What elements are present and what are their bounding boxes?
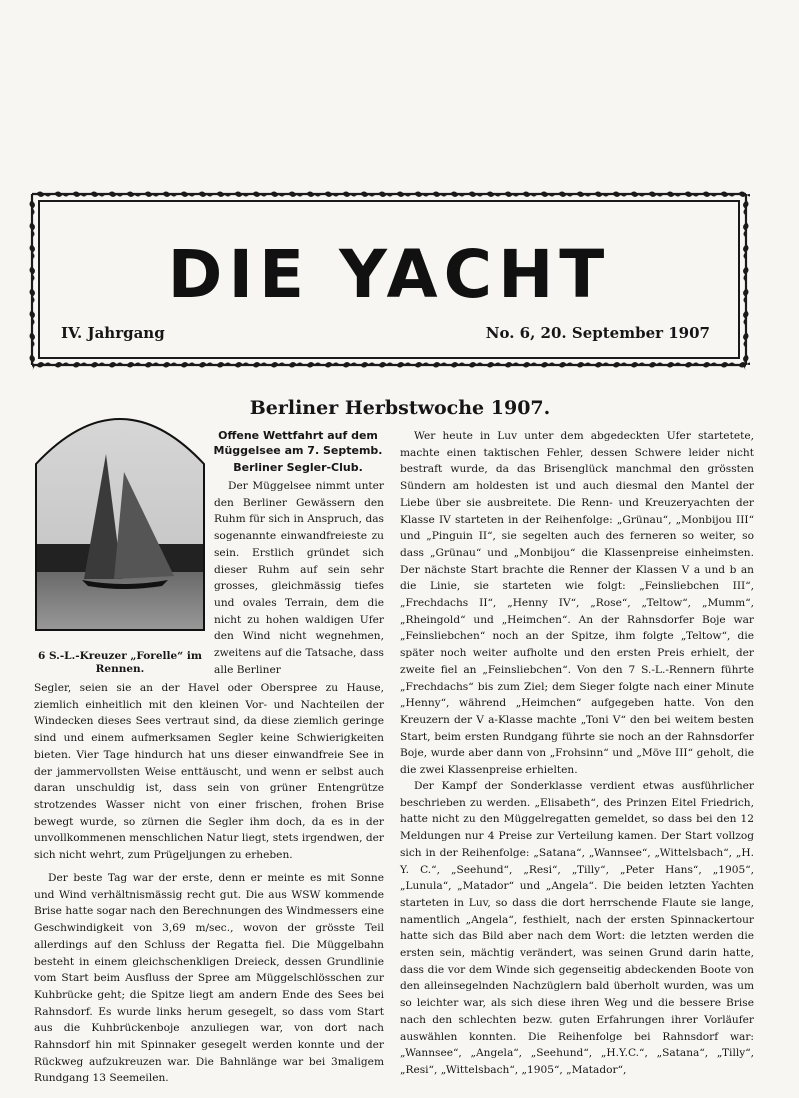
- paragraph-intro: Der Müggelsee nimmt unter den Berliner Gewässern den Ruhm für sich in Anspruch, das sogenannte einwandfreieste zu sein. Erstlich gründet sich dieser Ruhm auf sein sehr grosses, gleichmässig tiefes und ovales Terrain, dem die nicht zu hohen waldigen Ufer den Wind nicht wegnehmen, zweitens auf die Tatsache, dass alle Berliner: [214, 480, 384, 676]
- club-name: Berliner Segler-Club.: [233, 461, 363, 474]
- sailboat-illustration: [34, 394, 206, 632]
- issue-label: No. 6, 20. September 1907: [485, 324, 710, 342]
- ornament-wave: [743, 354, 749, 370]
- volume-label: IV. Jahrgang: [61, 324, 165, 342]
- masthead-title: DIE YACHT: [167, 236, 611, 313]
- paragraph-classes: Wer heute in Luv unter dem abgedeckten Ufer startetete, machte einen taktischen Fehler, dessen Schwere leider nicht bestraft wurde, da das Brisenglück manchmal den grössten Sündern am holdesten ist und auch diesmal den Mantel der Liebe über sie ausbreitete. Die Renn- und Kreuzeryachten der Klasse IV starteten in der Reihenfolge: „Grünau“, „Monbijou III“ und „Pinguin II“, sie segelten auch des ferneren so weiter, so dass „Grünau“ und „Monbijou“ die Klassenpreise einheimsten. Der nächste Start brachte die Renner der Klassen V a und b an die Linie, sie starteten wie folgt: „Feinsliebchen III“, „Frechdachs II“, „Henny IV“, „Rose“, „Teltow“, „Mumm“, „Rheingold“ und „Heimchen“. An der Rahnsdorfer Boje war „Feinsliebchen“ noch an der Spitze, ihm folgte „Teltow“, die später noch weiter aufholte und den ersten Preis erhielt, der zweite fiel an „Feinsliebchen“. Von den 7 S.-L.-Rennern führte „Frechdachs“ bis zum Ziel; dem Sieger folgte nach einer Minute „Henny“, während „Heimchen“ aufgegeben hatte. Von den Kreuzern der V a-Klasse machte „Toni V“ den bei weitem besten Start, beim ersten Rundgang führte sie noch an der Rahnsdorfer Boje, wurde aber dann von „Frohsinn“ und „Möve III“ geholt, die die zwei Klassenpreise erhielten.: [400, 430, 754, 777]
- ornament-wave: [738, 192, 750, 198]
- article-subtitle: Offene Wettfahrt auf dem Müggelsee am 7. Septemb.: [213, 429, 383, 457]
- article-title: Berliner Herbstwoche 1907.: [249, 397, 551, 419]
- paragraph-course: Der beste Tag war der erste, denn er meinte es mit Sonne und Wind verhältnismässig recht gut. Die aus WSW kommende Brise hatte sogar nach den Berechnungen des Windmessers eine Geschwindigkeit von 3,69 m/sec., wovon der grösste Teil allerdings auf den Schluss der Regatta fiel. Die Müggelbahn besteht in einem gleichschenkligen Dreieck, dessen Grundlinie vom Start beim Ausfluss der Spree am Müggelschlösschen zur Kuhbrücke geht; die Spitze liegt am andern Ende des Sees bei Rahnsdorf. Es wurde links herum gesegelt, so dass vom Start aus die Kuhbrückenboje anzuliegen war, von dort nach Rahnsdorf hin mit Spinnaker gesegelt werden konnte und der Rückweg aufzukreuzen war. Die Bahnlänge war bei 3maligem Rundgang 13 Seemeilen.: [34, 872, 384, 1085]
- photo-caption: 6 S.-L.-Kreuzer „Forelle“ im Rennen.: [38, 650, 202, 675]
- paragraph-sonderklasse: Der Kampf der Sonderklasse verdient etwas ausführlicher beschrieben zu werden. „Elisabeth“, des Prinzen Eitel Friedrich, hatte nicht zu den Müggelregatten gemeldet, so dass bei den 12 Meldungen nur 4 Preise zur Verteilung kamen. Der Start vollzog sich in der Reihenfolge: „Satana“, „Wannsee“, „Wittelsbach“, „H. Y. C.“, „Seehund“, „Resi“, „Tilly“, „Peter Hans“, „1905“, „Lunula“, „Matador“ und „Angela“. Die beiden letzten Yachten starteten in Luv, so dass die dort herrschende Flaute sie lange, namentlich „Angela“, festhielt, nach der ersten Spinnackertour hatte sich das Bild aber nach dem Wort: die letzten werden die ersten sein, mächtig verändert, was seinen Grund darin hatte, dass die vor dem Winde sich gegenseitig abdeckenden Boote von den alleinsegelnden Nachzüglern bald überholt wurden, was um so leichter war, als sich diese ihren Weg und die bessere Brise nach den schlechten bezw. guten Erfahrungen ihrer Vorläufer auswählen konnten. Die Reihenfolge bei Rahnsdorf war: „Wannsee“, „Angela“, „Seehund“, „H.Y.C.“, „Satana“, „Tilly“, „Resi“, „Wittelsbach“, „1905“, „Matador“,: [400, 780, 754, 1076]
- sailboat-photo: [34, 394, 206, 632]
- ornament-wave: [30, 354, 36, 370]
- paragraph-intro-continued: Segler, seien sie an der Havel oder Oberspree zu Hause, ziemlich einheitlich mit den kleinen Vor- und Nachteilen der Windecken dieses Sees vertraut sind, da diese ziemlich geringe sind und einem aufmerksamen Segler keine Schwierigkeiten bieten. Vier Tage hindurch hat uns dieser einwandfreie See in der jammervollsten Weise enttäuscht, und wenn er selbst auch daran unschuldig ist, dass sein von grüner Entengrütze strotzendes Wasser nicht von einer frischen, frohen Brise bewegt wurde, so zürnen die Segler ihm doch, da es in der unvollkommenen menschlichen Natur liegt, stets irgendwen, der sich nicht wehrt, zum Prügeljungen zu erheben.: [34, 682, 384, 862]
- masthead-frame: [28, 188, 750, 371]
